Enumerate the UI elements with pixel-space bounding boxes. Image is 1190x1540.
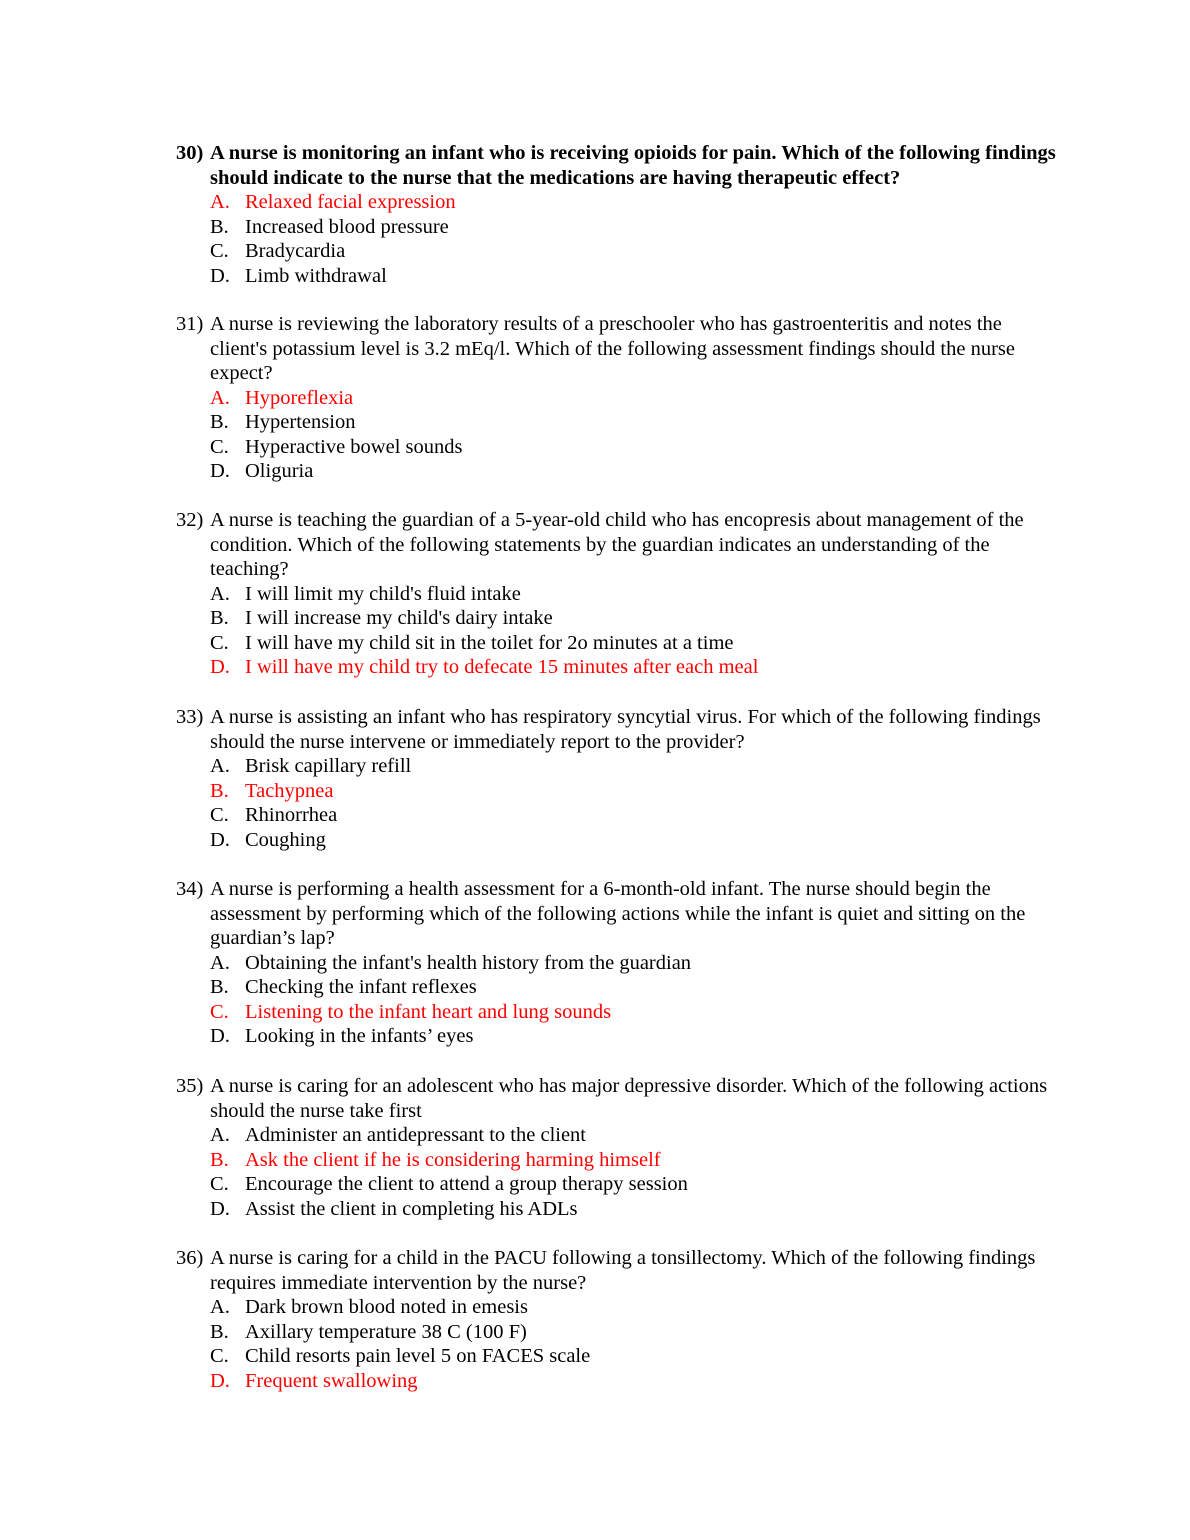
option-letter: A.	[210, 1296, 230, 1318]
question-34	[176, 877, 1056, 1049]
option-text: Dark brown blood noted in emesis	[245, 1296, 528, 1318]
option-text: Looking in the infants’ eyes	[245, 1025, 474, 1047]
option-text: Listening to the infant heart and lung sounds	[245, 1000, 612, 1023]
question-stem	[176, 312, 1056, 386]
question-30	[176, 141, 1056, 288]
option-text: Ask the client if he is considering harming himself	[245, 1148, 661, 1171]
option-text: Axillary temperature 38 C (100 F)	[245, 1320, 527, 1343]
question-stem	[176, 1246, 1056, 1295]
option-text: Tachypnea	[245, 779, 334, 802]
option-text: I will limit my child's fluid intake	[245, 582, 521, 605]
answer-option	[210, 631, 1056, 656]
question-stem	[176, 508, 1056, 582]
question-number: 32)	[176, 509, 204, 531]
option-letter: B.	[210, 215, 229, 238]
option-text: Encourage the client to attend a group therapy session	[245, 1173, 688, 1195]
question-33	[176, 705, 1056, 852]
option-text: Frequent swallowing	[245, 1369, 418, 1392]
answer-option	[210, 803, 1056, 828]
option-letter: B.	[210, 976, 229, 998]
question-text: A nurse is caring for an adolescent who has major depressive disorder. Which of the following actions should the nurse take first	[210, 1075, 1048, 1122]
option-text: Limb withdrawal	[245, 264, 387, 287]
question-36	[176, 1246, 1056, 1393]
option-text: Checking the infant reflexes	[245, 976, 477, 998]
answer-option-correct	[210, 1148, 1056, 1173]
answer-option-correct	[210, 1369, 1056, 1394]
answer-option	[210, 1344, 1056, 1369]
option-letter: C.	[210, 1000, 229, 1023]
answer-option	[210, 1295, 1056, 1320]
option-letter: D.	[210, 1369, 230, 1392]
question-number: 33)	[176, 706, 204, 728]
answer-option	[210, 215, 1056, 240]
question-stem	[176, 1074, 1056, 1123]
question-text: A nurse is reviewing the laboratory results of a preschooler who has gastroenteritis and notes the client's potassium level is 3.2 mEq/l. Which of the following assessment findings should the nurse expect?	[210, 313, 1015, 384]
option-letter: D.	[210, 1197, 230, 1220]
option-text: Bradycardia	[245, 240, 346, 262]
answer-option	[210, 1172, 1056, 1197]
answer-options	[210, 1123, 1056, 1221]
option-text: Increased blood pressure	[245, 215, 449, 238]
answer-option	[210, 1197, 1056, 1222]
option-text: Brisk capillary refill	[245, 755, 412, 777]
option-text: Coughing	[245, 828, 326, 851]
answer-options	[210, 582, 1056, 680]
answer-option	[210, 435, 1056, 460]
option-text: Assist the client in completing his ADLs	[245, 1197, 578, 1220]
option-letter: D.	[210, 828, 230, 851]
option-letter: A.	[210, 1124, 230, 1146]
answer-option	[210, 606, 1056, 631]
option-text: Oliguria	[245, 460, 314, 482]
option-letter: C.	[210, 1173, 229, 1195]
option-letter: B.	[210, 1148, 229, 1171]
option-text: Administer an antidepressant to the client	[245, 1124, 587, 1146]
question-number: 35)	[176, 1075, 204, 1097]
question-text: A nurse is assisting an infant who has respiratory syncytial virus. For which of the following findings should the nurse intervene or immediately report to the provider?	[210, 706, 1041, 753]
option-letter: C.	[210, 804, 229, 826]
question-number: 34)	[176, 878, 204, 900]
question-text: A nurse is caring for a child in the PACU following a tonsillectomy. Which of the following findings requires immediate intervention by the nurse?	[210, 1247, 1036, 1294]
answer-option-correct	[210, 655, 1056, 680]
option-text: Relaxed facial expression	[245, 191, 456, 213]
option-text: I will increase my child's dairy intake	[245, 607, 553, 629]
option-letter: A.	[210, 191, 230, 213]
answer-option	[210, 828, 1056, 853]
question-35	[176, 1074, 1056, 1221]
question-31	[176, 312, 1056, 484]
option-text: Obtaining the infant's health history from the guardian	[245, 951, 692, 974]
question-stem	[176, 705, 1056, 754]
question-32	[176, 508, 1056, 680]
option-letter: C.	[210, 435, 229, 458]
question-stem	[176, 877, 1056, 951]
option-text: Hyperactive bowel sounds	[245, 435, 463, 458]
option-text: Child resorts pain level 5 on FACES scale	[245, 1345, 591, 1367]
question-number: 31)	[176, 313, 204, 335]
option-letter: A.	[210, 951, 230, 974]
option-letter: A.	[210, 386, 230, 409]
option-letter: B.	[210, 607, 229, 629]
answer-option-correct	[210, 779, 1056, 804]
option-letter: D.	[210, 460, 230, 482]
option-text: Rhinorrhea	[245, 804, 338, 826]
answer-options	[210, 951, 1056, 1049]
option-text: I will have my child sit in the toilet for 2o minutes at a time	[245, 631, 734, 654]
answer-options	[210, 190, 1056, 288]
option-letter: B.	[210, 779, 229, 802]
answer-option	[210, 1320, 1056, 1345]
option-letter: A.	[210, 755, 230, 777]
answer-option	[210, 1024, 1056, 1049]
answer-options	[210, 754, 1056, 852]
option-letter: C.	[210, 631, 229, 654]
option-letter: D.	[210, 264, 230, 287]
answer-option	[210, 754, 1056, 779]
option-letter: C.	[210, 240, 229, 262]
option-text: Hypertension	[245, 411, 356, 433]
question-number: 36)	[176, 1247, 204, 1269]
answer-option	[210, 410, 1056, 435]
answer-option	[210, 239, 1056, 264]
question-number: 30)	[176, 142, 204, 164]
option-letter: D.	[210, 1025, 230, 1047]
question-text: A nurse is teaching the guardian of a 5-year-old child who has encopresis about management of the condition. Which of the following statements by the guardian indicates an understanding of the teaching?	[210, 509, 1024, 580]
option-letter: D.	[210, 656, 230, 678]
answer-option-correct	[210, 1000, 1056, 1025]
question-stem	[176, 141, 1056, 190]
option-letter: C.	[210, 1345, 229, 1367]
option-text: Hyporeflexia	[245, 386, 354, 409]
answer-option	[210, 264, 1056, 289]
answer-option	[210, 1123, 1056, 1148]
answer-option	[210, 459, 1056, 484]
question-text: A nurse is monitoring an infant who is receiving opioids for pain. Which of the following findings should indicate to the nurse that the medications are having therapeutic effect?	[210, 142, 1056, 189]
answer-option-correct	[210, 386, 1056, 411]
answer-option	[210, 975, 1056, 1000]
option-letter: A.	[210, 582, 230, 605]
option-letter: B.	[210, 411, 229, 433]
answer-options	[210, 386, 1056, 484]
question-text: A nurse is performing a health assessment for a 6-month-old infant. The nurse should begin the assessment by performing which of the following actions while the infant is quiet and sitting on the guardian’s lap?	[210, 878, 1026, 949]
option-text: I will have my child try to defecate 15 minutes after each meal	[245, 656, 759, 678]
option-letter: B.	[210, 1320, 229, 1343]
answer-option	[210, 582, 1056, 607]
answer-option	[210, 951, 1056, 976]
answer-options	[210, 1295, 1056, 1393]
answer-option-correct	[210, 190, 1056, 215]
